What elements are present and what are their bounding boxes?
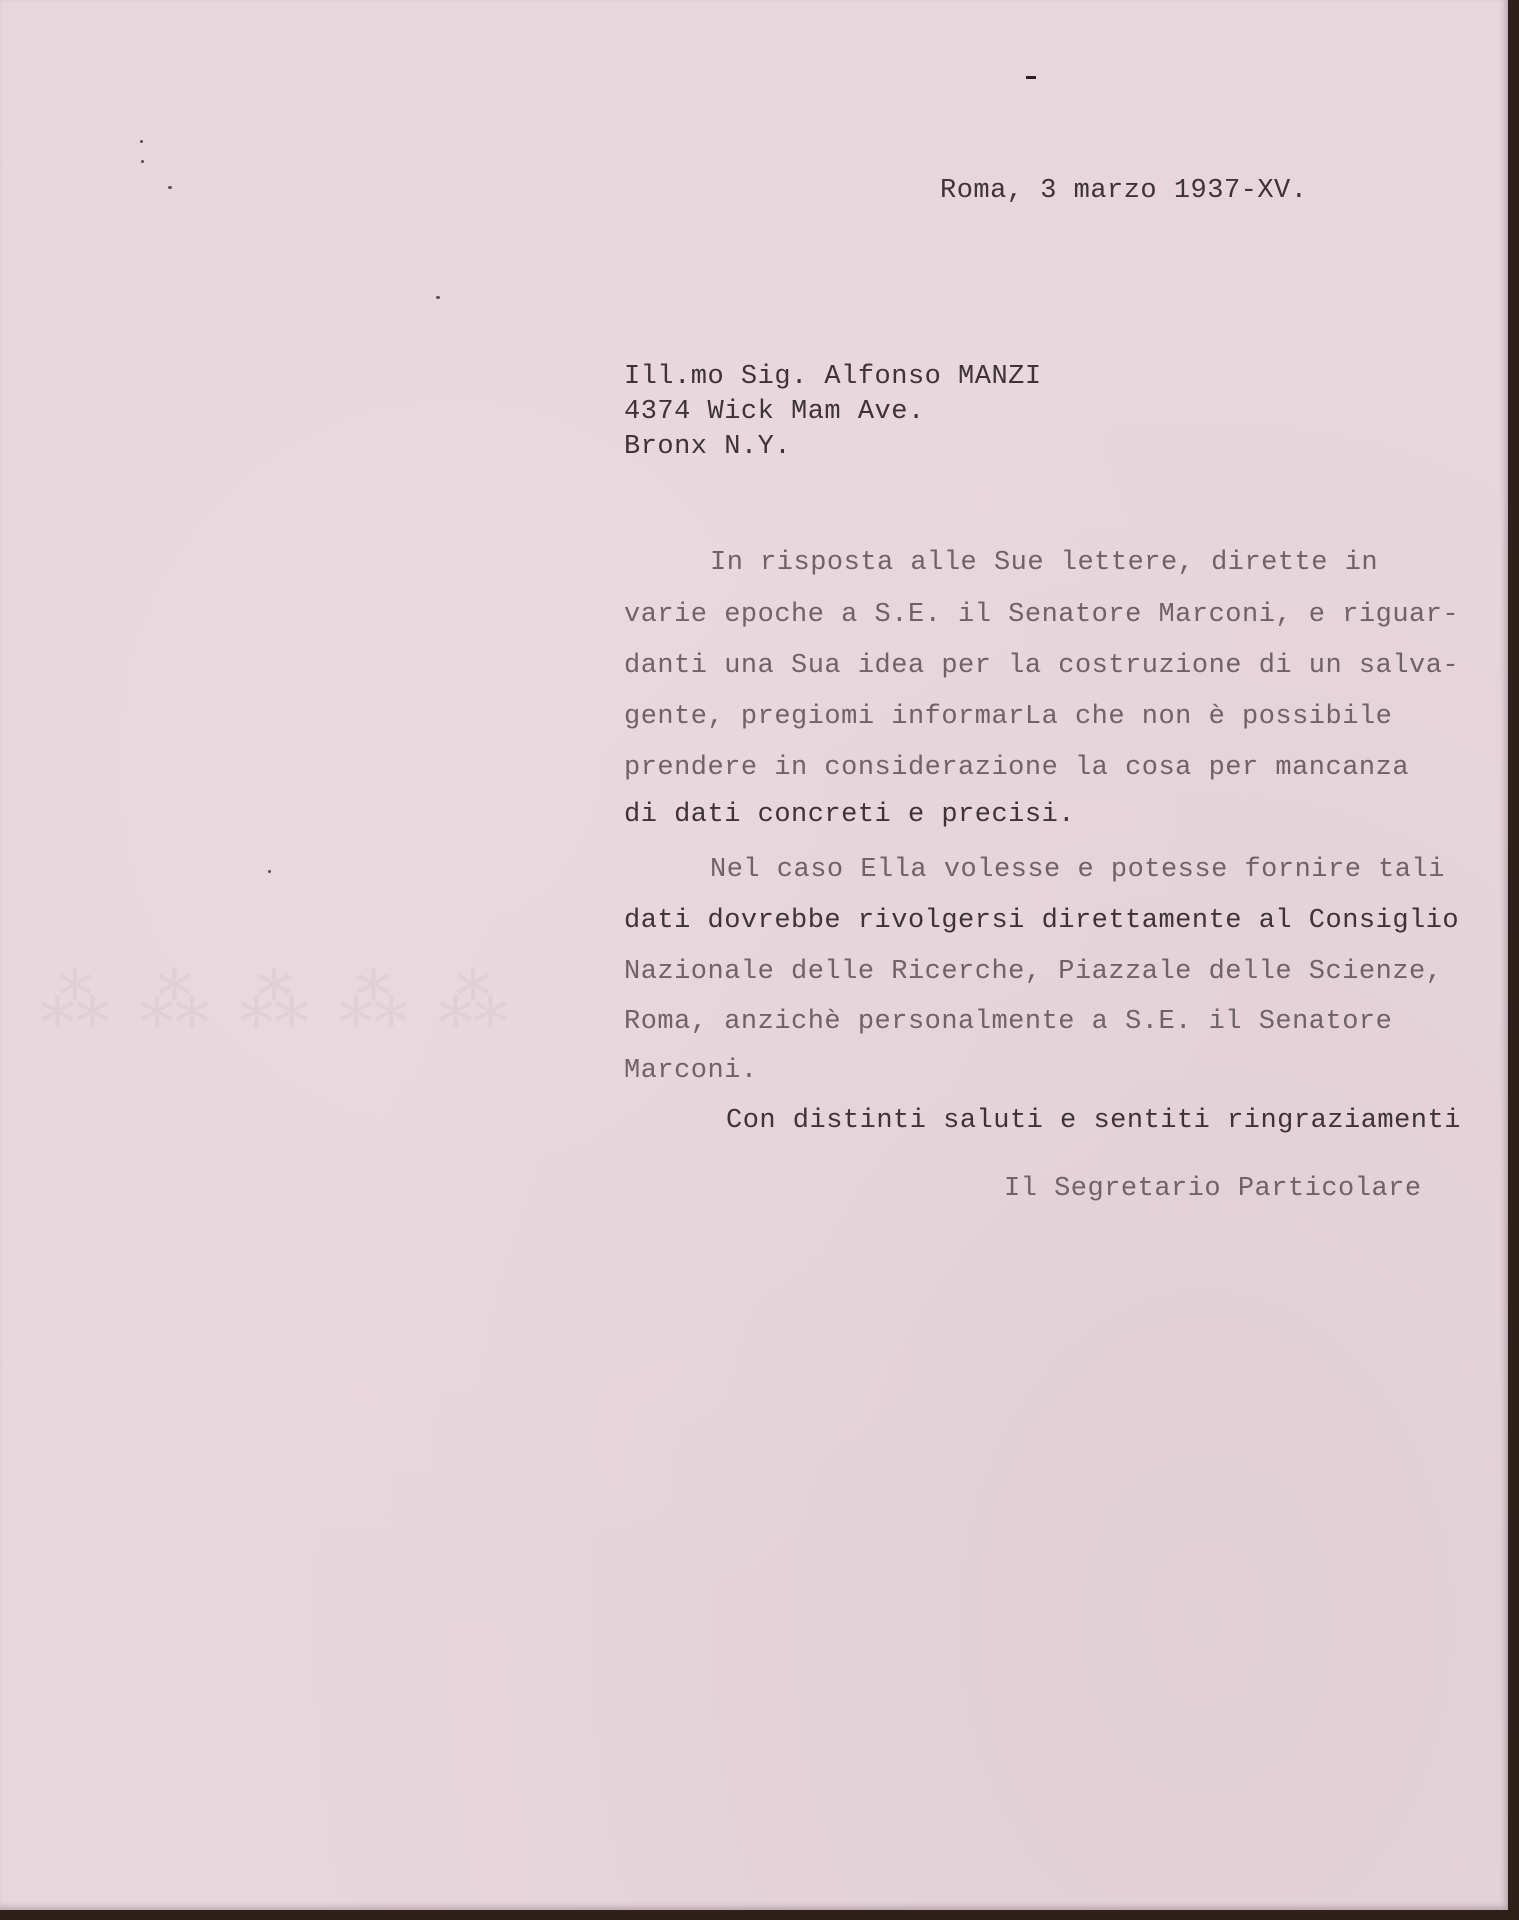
body-line: Marconi.	[624, 1056, 758, 1086]
show-through-text: ⁂ ⁂ ⁂ ⁂ ⁂	[40, 964, 514, 1041]
body-line: varie epoche a S.E. il Senatore Marconi, e riguar-	[624, 600, 1460, 630]
scan-edge-right	[1508, 0, 1519, 1920]
paper-speck	[140, 140, 143, 143]
body-line: gente, pregiomi informarLa che non è possibile	[624, 702, 1393, 732]
paper-speck	[168, 186, 172, 189]
paper-speck	[268, 870, 271, 873]
paper-speck	[436, 296, 440, 299]
body-line: danti una Sua idea per la costruzione di un salva-	[624, 651, 1460, 681]
recipient-city: Bronx N.Y.	[624, 432, 792, 462]
body-line: dati dovrebbe rivolgersi direttamente al Consiglio	[624, 906, 1460, 936]
recipient-name: Ill.mo Sig. Alfonso MANZI	[624, 362, 1042, 392]
closing-line: Con distinti saluti e sentiti ringraziamenti	[726, 1106, 1461, 1136]
scan-edge-bottom	[0, 1910, 1519, 1920]
body-line: di dati concreti e precisi.	[624, 800, 1075, 830]
top-dash-mark	[1026, 76, 1036, 79]
signature-title: Il Segretario Particolare	[1004, 1174, 1422, 1204]
paper-speck	[141, 160, 144, 163]
body-line: Roma, anzichè personalmente a S.E. il Senatore	[624, 1007, 1393, 1037]
body-line: Nazionale delle Ricerche, Piazzale delle Scienze,	[624, 957, 1443, 987]
body-line: In risposta alle Sue lettere, dirette in	[710, 548, 1379, 578]
body-line: prendere in considerazione la cosa per mancanza	[624, 753, 1410, 783]
recipient-street: 4374 Wick Mam Ave.	[624, 397, 925, 427]
body-line: Nel caso Ella volesse e potesse fornire tali	[710, 855, 1445, 885]
dateline: Roma, 3 marzo 1937-XV.	[940, 176, 1308, 206]
